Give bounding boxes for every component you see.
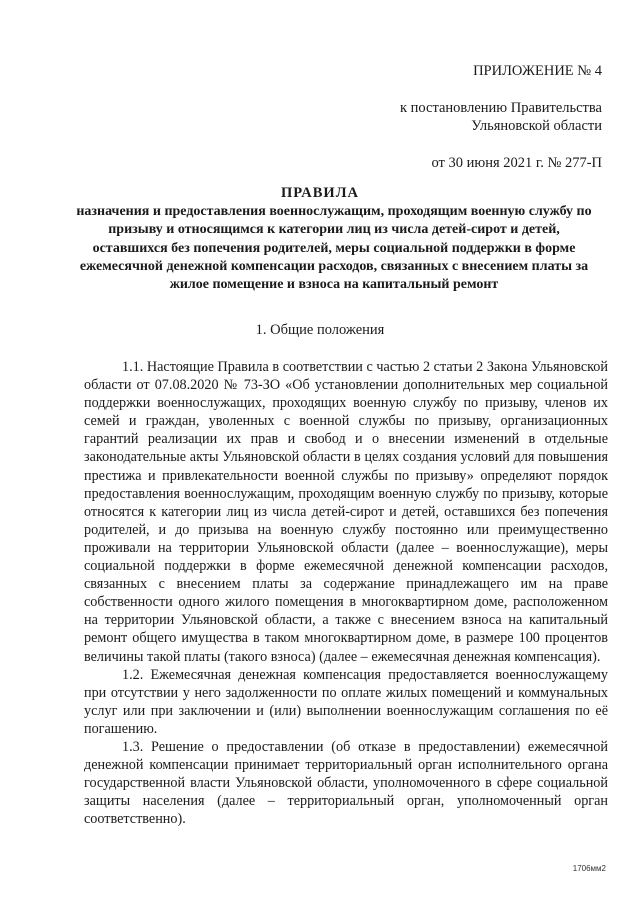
appendix-line-1: к постановлению Правительства bbox=[400, 100, 602, 116]
appendix-date-number: от 30 июня 2021 г. № 277-П bbox=[431, 155, 602, 171]
document-subtitle: назначения и предоставления военнослужащим, проходящим военную службу по призыву и относящимся к категории лиц из числа детей-сирот и детей, оставшихся без попечения родителей, меры социальной поддержки в форме ежемесячной денежной компенсации расходов, связанных с внесением платы за жилое помещение и взноса на капитальный ремонт bbox=[76, 204, 592, 293]
paragraph-1-3: 1.3. Решение о предоставлении (об отказе в предоставлении) ежемесячной денежной компенсации принимает территориальный орган исполнительного органа государственной власти Ульяновской области, уполномоченного в сфере социальной защиты населения (далее – территориальный орган, уполномоченный орган соответственно). bbox=[84, 738, 608, 828]
document-title: ПРАВИЛА bbox=[281, 185, 359, 201]
appendix-block bbox=[400, 62, 602, 172]
appendix-line-2: Ульяновской области bbox=[471, 118, 602, 134]
section-body bbox=[84, 358, 608, 828]
paragraph-1-2: 1.2. Ежемесячная денежная компенсация предоставляется военнослужащему при отсутствии у него задолженности по оплате жилых помещений и коммунальных услуг или при заключении и (или) выполнении военнослужащим соглашения по её погашению. bbox=[84, 666, 608, 737]
appendix-title: ПРИЛОЖЕНИЕ № 4 bbox=[473, 63, 602, 79]
section-heading: 1. Общие положения bbox=[255, 322, 385, 338]
paragraph-1-1: 1.1. Настоящие Правила в соответствии с частью 2 статьи 2 Закона Ульяновской области от 07.08.2020 № 73-ЗО «Об установлении дополнительных мер социальной поддержки военнослужащих, проходящих военную службу по призыву, членов их семей и граждан, уволенных с военной службы по призыву, организационных гарантий реализации их прав и свобод и о внесении изменений в отдельные законодательные акты Ульяновской области в целях создания условий для повышения престижа и привлекательности военной службы по призыву» определяют порядок предоставления военнослужащим, проходящим военную службу по призыву, которые относятся к категории лиц из числа детей-сирот и детей, оставшихся без попечения родителей, и до призыва на военную службу постоянно или преимущественно проживали на территории Ульяновской области (далее – военнослужащие), меры социальной поддержки в форме ежемесячной денежной компенсации расходов, связанных с внесением платы за содержание принадлежащего им на праве собственности одного жилого помещения в многоквартирном доме, расположенном на территории Ульяновской области, а также с внесением взноса на капитальный ремонт общего имущества в таком многоквартирном доме, в размере 100 процентов величины такой платы (такого взноса) (далее – ежемесячная денежная компенсация). bbox=[84, 359, 608, 665]
footer-code: 1706мм2 bbox=[572, 864, 606, 873]
